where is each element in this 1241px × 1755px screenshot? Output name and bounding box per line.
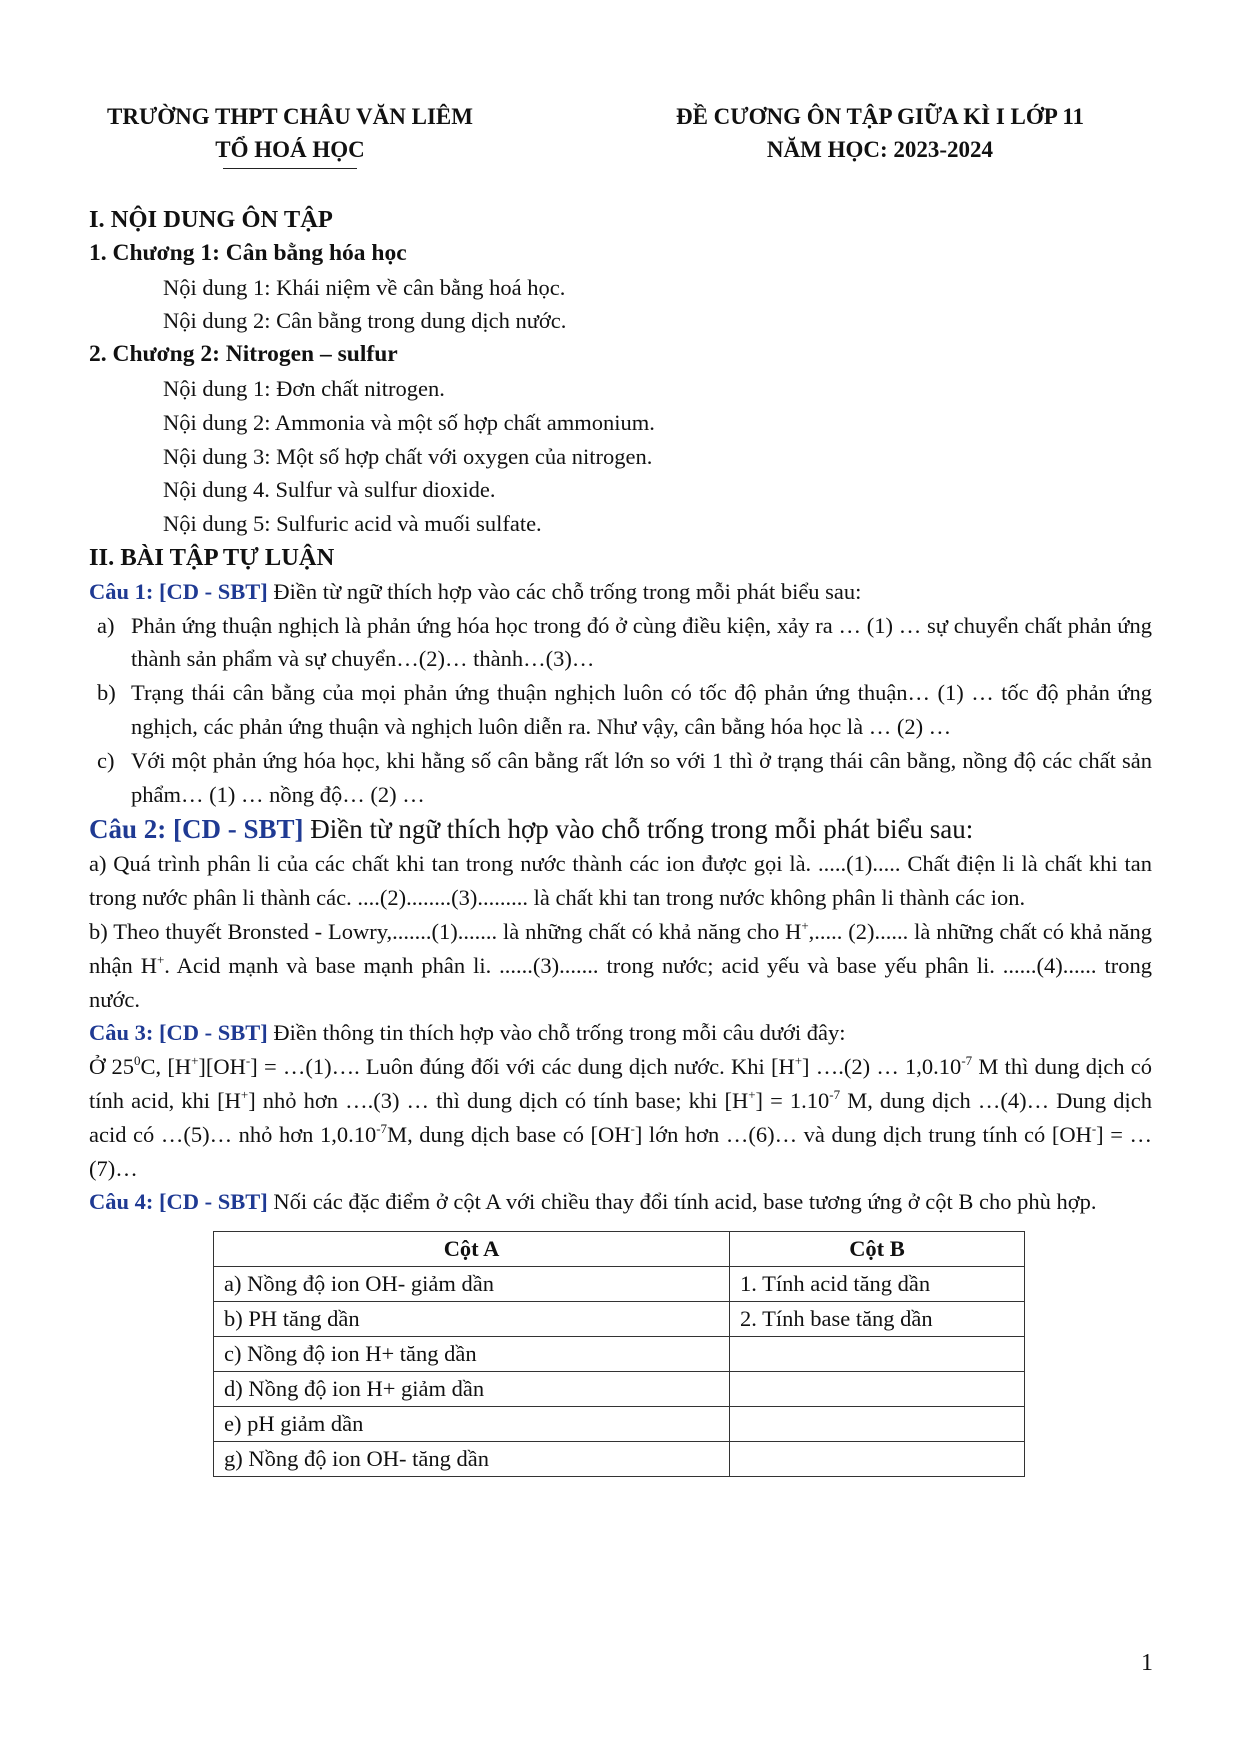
question-1-item [89, 744, 1152, 812]
question-2-label: Câu 2: [CD - SBT] [89, 814, 304, 845]
chapter-1-title: 1. Chương 1: Cân bằng hóa học [89, 239, 407, 266]
superscript: + [748, 1086, 756, 1102]
item-text: Phản ứng thuận nghịch là phản ứng hóa học trong đó ở cùng điều kiện, xảy ra … (1) … sự chuyển chất phản ứng thành sản phẩm và sự chuyển…(2)… thành…(3)… [131, 612, 1152, 672]
question-2 [89, 811, 1152, 847]
question-3-text: Điền thông tin thích hợp vào chỗ trống trong mỗi câu dưới đây: [267, 1020, 846, 1046]
main-content [89, 203, 1152, 1477]
table-cell [730, 1407, 1025, 1442]
superscript: + [191, 1053, 199, 1069]
table-cell: a) Nồng độ ion OH- giảm dần [214, 1267, 730, 1302]
superscript: -7 [376, 1120, 388, 1136]
school-name: TRƯỜNG THPT CHÂU VĂN LIÊM [107, 104, 473, 129]
text-segment: C, [H [140, 1054, 192, 1080]
question-4-text: Nối các đặc điểm ở cột A với chiều thay đổi tính acid, base tương ứng ở cột B cho phù hợp. [267, 1189, 1097, 1215]
chapter-2-item: Nội dung 1: Đơn chất nitrogen. [163, 375, 445, 401]
section-1-title: I. NỘI DUNG ÔN TẬP [89, 206, 333, 233]
text-segment: ,..... (2)...... là những chất có khả năng nhận H [89, 918, 1152, 978]
table-header-row [214, 1232, 1025, 1267]
column-header-a: Cột A [214, 1232, 730, 1267]
table-cell [730, 1372, 1025, 1407]
question-1 [89, 575, 1152, 609]
superscript: + [240, 1086, 249, 1102]
table-cell: g) Nồng độ ion OH- tăng dần [214, 1442, 730, 1477]
table-cell: e) pH giảm dần [214, 1407, 730, 1442]
table-row [214, 1372, 1025, 1407]
table-cell: b) PH tăng dần [214, 1302, 730, 1337]
question-2-part-a: a) Quá trình phân li của các chất khi tan trong nước thành các ion được gọi là. .....(1)..... Chất điện li là chất khi tan trong nước phân li thành các. ....(2)........(3)......... là chất khi tan trong nước không phân li thành các ion. [89, 851, 1152, 911]
chapter-2-title: 2. Chương 2: Nitrogen – sulfur [89, 341, 398, 368]
text-segment: ][OH [198, 1054, 246, 1080]
item-marker: c) [97, 747, 115, 773]
question-1-item [89, 676, 1152, 744]
header-left [80, 100, 500, 169]
item-marker: a) [97, 612, 115, 638]
superscript: 0 [133, 1053, 141, 1069]
question-2-text: Điền từ ngữ thích hợp vào chỗ trống trong mỗi phát biểu sau: [303, 814, 974, 845]
chapter-2-item: Nội dung 3: Một số hợp chất với oxygen của nitrogen. [163, 443, 653, 469]
matching-table [213, 1231, 1025, 1477]
superscript: -7 [961, 1053, 973, 1069]
text-segment: ] = …(7)… [89, 1121, 1153, 1181]
question-1-label: Câu 1: [CD - SBT] [89, 578, 268, 604]
department-name: TỔ HOÁ HỌC [215, 137, 365, 162]
chapter-1-item: Nội dung 1: Khái niệm về cân bằng hoá học. [163, 274, 566, 300]
chapter-2-item: Nội dung 2: Ammonia và một số hợp chất ammonium. [163, 409, 655, 435]
header-right [600, 100, 1160, 166]
table-cell: d) Nồng độ ion H+ giảm dần [214, 1372, 730, 1407]
superscript: + [801, 917, 809, 933]
text-segment: ] = …(1)…. Luôn đúng đối với các dung dịch nước. Khi [H [250, 1054, 795, 1080]
table-cell [730, 1442, 1025, 1477]
chapter-2-item: Nội dung 5: Sulfuric acid và muối sulfate. [163, 511, 542, 537]
section-2-title: II. BÀI TẬP TỰ LUẬN [89, 543, 335, 571]
question-1-text: Điền từ ngữ thích hợp vào các chỗ trống trong mỗi phát biểu sau: [267, 578, 862, 604]
table-row [214, 1302, 1025, 1337]
question-3-body [89, 1050, 1152, 1185]
table-row [214, 1337, 1025, 1372]
table-cell: c) Nồng độ ion H+ tăng dần [214, 1337, 730, 1372]
question-3 [89, 1016, 1152, 1050]
table-cell: 1. Tính acid tăng dần [730, 1267, 1025, 1302]
text-segment: . Acid mạnh và base mạnh phân li. ......(3)....... trong nước; acid yếu và base yếu phân li. ......(4)...... trong nước. [89, 952, 1152, 1012]
school-year: NĂM HỌC: 2023-2024 [766, 137, 994, 162]
text-segment: ] = 1.10 [755, 1087, 830, 1113]
superscript: + [156, 951, 165, 967]
question-4-label: Câu 4: [CD - SBT] [89, 1189, 268, 1215]
question-2-part-b [89, 915, 1152, 1016]
question-1-item [89, 609, 1152, 677]
text-segment: M thì dung dịch có tính acid, khi [H [89, 1054, 1152, 1113]
chapter-1-item: Nội dung 2: Cân bằng trong dung dịch nước. [163, 308, 567, 334]
text-segment: ] ….(2) … 1,0.10 [802, 1054, 962, 1080]
superscript: - [1091, 1120, 1097, 1136]
text-segment: M, dung dịch base có [OH [387, 1121, 631, 1147]
chapter-2-item: Nội dung 4. Sulfur và sulfur dioxide. [163, 477, 496, 503]
superscript: - [630, 1120, 635, 1136]
table-row [214, 1442, 1025, 1477]
text-segment: M, dung dịch …(4)… Dung dịch acid có …(5)… nhỏ hơn 1,0.10 [89, 1087, 1152, 1147]
text-segment: b) Theo thuyết Bronsted - Lowry,.......(1)....... là những chất có khả năng cho H [89, 918, 802, 944]
text-segment: ] nhỏ hơn ….(3) … thì dung dịch có tính base; khi [H [248, 1087, 749, 1113]
item-text: Trạng thái cân bằng của mọi phản ứng thuận nghịch luôn có tốc độ phản ứng thuận… (1) … tốc độ phản ứng nghịch, các phản ứng thuận và nghịch luôn diễn ra. Như vậy, cân bằng hóa học là … (2) … [131, 680, 1152, 739]
question-3-label: Câu 3: [CD - SBT] [89, 1020, 268, 1046]
superscript: + [794, 1053, 803, 1069]
table-row [214, 1407, 1025, 1442]
table-cell: 2. Tính base tăng dần [730, 1302, 1025, 1337]
table-cell [730, 1337, 1025, 1372]
superscript: - [245, 1053, 251, 1069]
text-segment: ] lớn hơn …(6)… và dung dịch trung tính có [OH [634, 1121, 1092, 1147]
header-underline [223, 168, 357, 169]
document-title: ĐỀ CƯƠNG ÔN TẬP GIỮA KÌ I LỚP 11 [675, 104, 1085, 129]
item-text: Với một phản ứng hóa học, khi hằng số cân bằng rất lớn so với 1 thì ở trạng thái cân bằng, nồng độ các chất sản phẩm… (1) … nồng độ… (2) … [131, 747, 1152, 807]
item-marker: b) [97, 680, 116, 706]
text-segment: Ở 25 [89, 1054, 134, 1080]
superscript: -7 [829, 1086, 841, 1102]
question-4 [89, 1185, 1152, 1219]
table-row [214, 1267, 1025, 1302]
page-number: 1 [1141, 1650, 1153, 1676]
column-header-b: Cột B [730, 1232, 1025, 1267]
